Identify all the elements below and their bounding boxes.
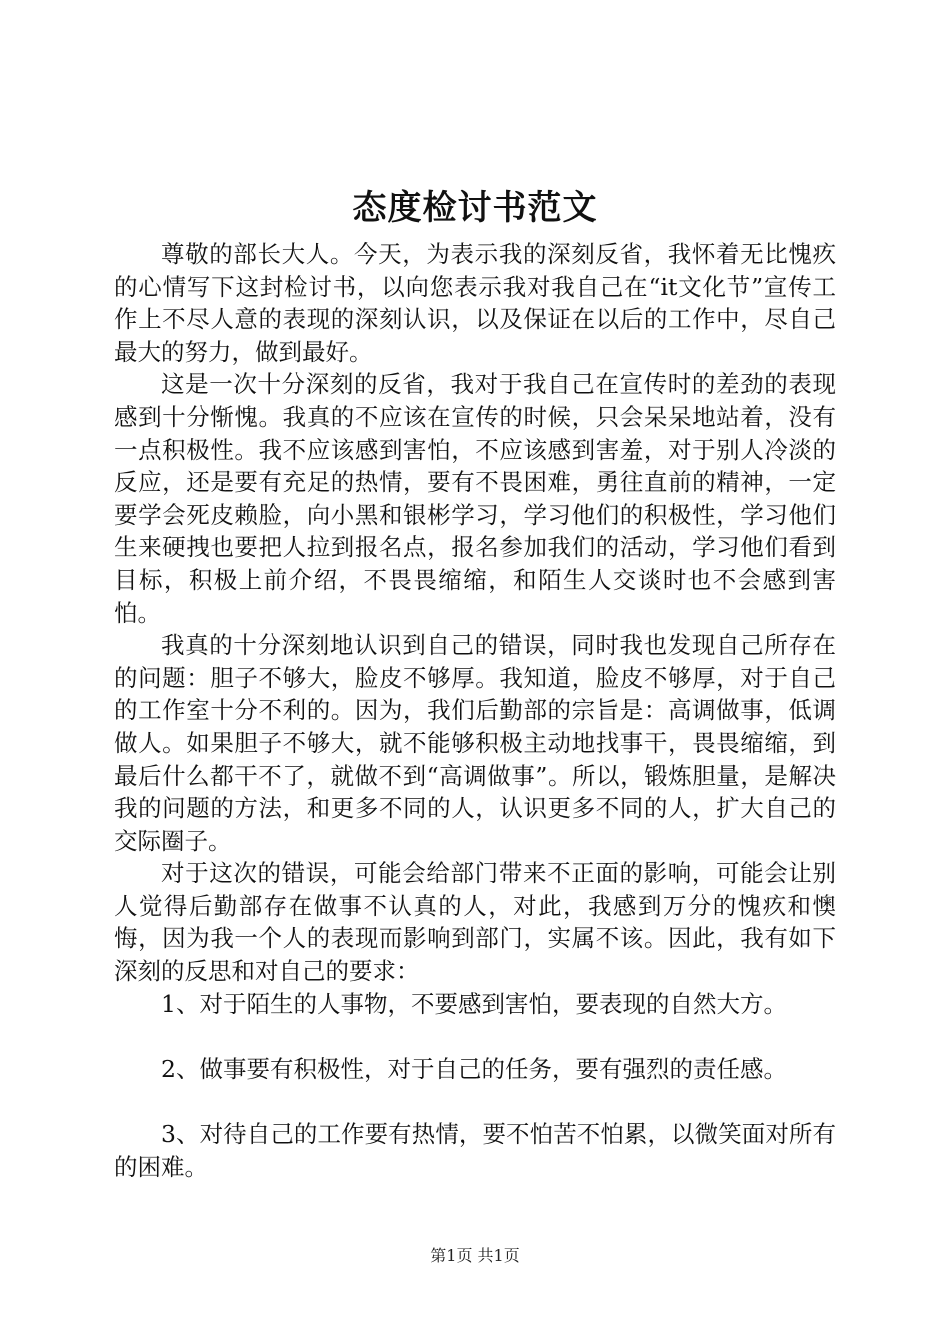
spacer <box>114 1085 836 1118</box>
page-number-footer: 第1页 共1页 <box>430 1246 520 1265</box>
document-body <box>114 238 836 1183</box>
document-title: 态度检讨书范文 <box>352 188 598 228</box>
requirement-item-1: 1、对于陌生的人事物，不要感到害怕，要表现的自然大方。 <box>161 989 787 1018</box>
paragraph-2: 这是一次十分深刻的反省，我对于我自己在宣传时的差劲的表现感到十分惭愧。我真的不应该在宣传的时候，只会呆呆地站着，没有一点积极性。我不应该感到害怕，不应该感到害羞，对于别人冷淡的反应，还是要有充足的热情，要有不畏困难，勇往直前的精神，一定要学会死皮赖脸，向小黑和银彬学习，学习他们的积极性，学习他们生来硬拽也要把人拉到报名点，报名参加我们的活动，学习他们看到目标，积极上前介绍，不畏畏缩缩，和陌生人交谈时也不会感到害怕。 <box>114 370 836 627</box>
paragraph-3: 我真的十分深刻地认识到自己的错误，同时我也发现自己所存在的问题：胆子不够大，脸皮不够厚。我知道，脸皮不够厚，对于自己的工作室十分不利的。因为，我们后勤部的宗旨是：高调做事，低调做人。如果胆子不够大，就不能够积极主动地找事干，畏畏缩缩，到最后什么都干不了，就做不到“高调做事”。所以，锻炼胆量，是解决我的问题的方法，和更多不同的人，认识更多不同的人，扩大自己的交际圈子。 <box>114 631 836 855</box>
paragraph-1: 尊敬的部长大人。今天，为表示我的深刻反省，我怀着无比愧疚的心情写下这封检讨书，以向您表示我对我自己在“it文化节”宣传工作上不尽人意的表现的深刻认识，以及保证在以后的工作中，尽自己最大的努力，做到最好。 <box>114 240 836 366</box>
paragraph-4: 对于这次的错误，可能会给部门带来不正面的影响，可能会让别人觉得后勤部存在做事不认真的人，对此，我感到万分的愧疚和懊悔，因为我一个人的表现而影响到部门，实属不该。因此，我有如下深刻的反思和对自己的要求： <box>114 859 836 986</box>
spacer <box>114 1020 836 1053</box>
requirement-item-3: 3、对待自己的工作要有热情，要不怕苦不怕累，以微笑面对所有的困难。 <box>114 1120 836 1181</box>
requirement-item-2: 2、做事要有积极性，对于自己的任务，要有强烈的责任感。 <box>161 1054 787 1083</box>
